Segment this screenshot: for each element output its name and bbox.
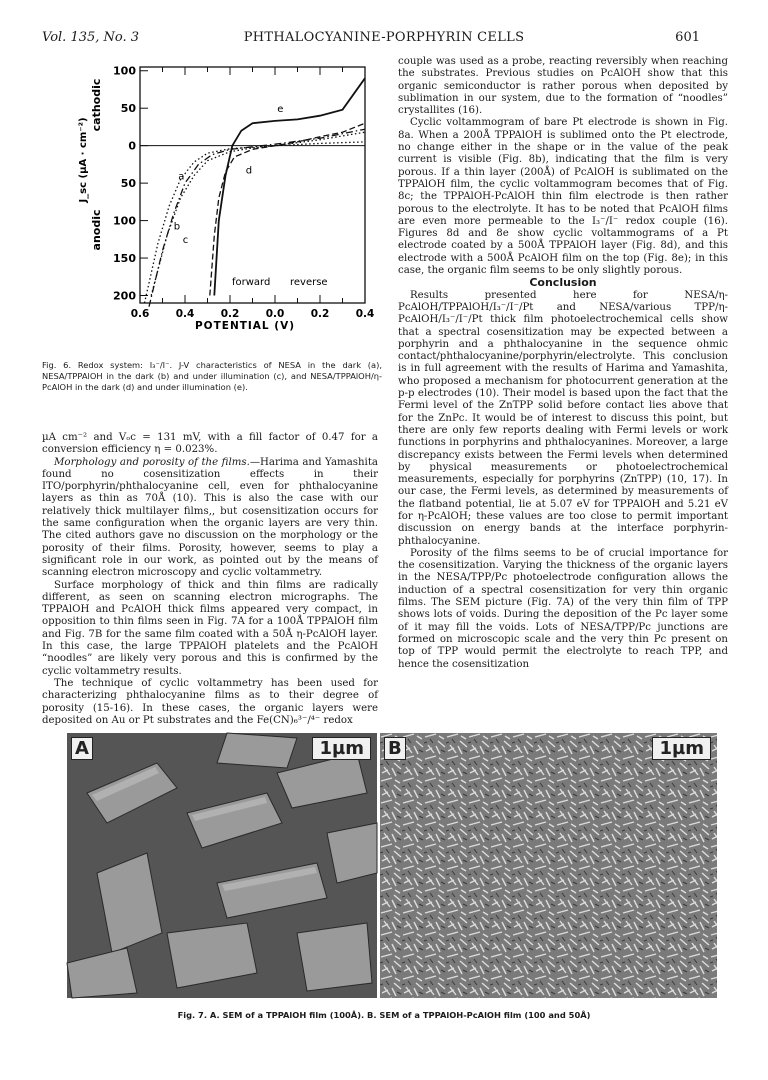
series-c-label: c xyxy=(182,235,189,247)
paragraph-surface-morphology: Surface morphology of thick and thin films are radically different, as seen on scanning electron micrographs. The TPPAlOH and PcAlOH thick films appeared very compact, in opposition to thin films seen in Fig. 7A for a 100Å TPPAlOH film and Fig. 7B for the same film coated with a 50Å η-PcAlOH layer. In this case, the large TPPAlOH platelets and the PcAlOH “noodles” are likely very porous and this is confirmed by the cyclic voltammetry results. xyxy=(42,579,378,677)
left-column xyxy=(42,432,378,727)
x-tick-label: 0.0 xyxy=(265,308,285,320)
x-tick-label: 0.2 xyxy=(310,308,330,320)
y-tick-label: 0 xyxy=(128,139,136,153)
paragraph-morphology: Morphology and porosity of the films.—Harima and Yamashita found no cosensitization effects in their ITO/porphyrin/phthalocyanine cell, even for phthalocyanine layers as thin as 70Å (10). This is also the case with our relatively thick multilayer films,, but cosensitization occurs for the same configuration when the organic layers are very thin. The cited authors gave no discussion on the morphology or the porosity of their films. Porosity, however, seems to play a significant role in our work, as pointed out by the means of scanning electron microscopy and cyclic voltammetry. xyxy=(42,456,378,579)
sem-label-a: A xyxy=(71,737,93,760)
y-tick-label: 100 xyxy=(113,64,136,78)
sem-label-b: B xyxy=(384,737,406,760)
figure-6-chart xyxy=(80,55,380,330)
paragraph-voltammogram: Cyclic voltammogram of bare Pt electrode is shown in Fig. 8a. When a 200Å TPPAlOH is sublimed onto the Pt electrode, no change either in the shape or in the value of the peak current is visible (Fig. 8b), indicating that the film is very porous. If a thin layer (200Å) of PcAlOH is sublimated on the TPPAlOH film, the cyclic voltammogram becomes that of Fig. 8c; the TPPAlOH-PcAlOH thin film electrode is then rather porous to the electrolyte. It has to be noted that PcAlOH films are even more permeable to the I₃⁻/I⁻ redox couple (16). Figures 8d and 8e show cyclic voltammograms of a Pt electrode coated by a 500Å TPPAlOH layer (Fig. 8d), and this electrode with a 500Å PcAlOH film on the top (Fig. 8e); in this case, the organic film seems to be only slightly porous. xyxy=(398,117,728,277)
page-number: 601 xyxy=(675,30,700,45)
paragraph-efficiency: µA cm⁻² and Vₒc = 131 mV, with a fill factor of 0.47 for a conversion efficiency η = 0.023%. xyxy=(42,432,378,456)
scale-bar-b: 1µm xyxy=(652,737,711,760)
y-tick-label: 200 xyxy=(113,289,136,303)
run-in-heading: Morphology and porosity of the films. xyxy=(54,456,250,468)
x-tick-label: 0.4 xyxy=(355,308,375,320)
sem-image-a xyxy=(67,733,377,998)
x-tick-label: 0.6 xyxy=(130,308,150,320)
figure-7-caption: Fig. 7. A. SEM of a TPPAlOH film (100Å). B. SEM of a TPPAlOH-PcAlOH film (100 and 50Å) xyxy=(177,1010,591,1020)
y-tick-label: 150 xyxy=(113,252,136,266)
sem-texture-a xyxy=(67,733,377,998)
y-axis-label: J_sc (µA · cm⁻²) xyxy=(78,117,89,203)
conclusion-heading: Conclusion xyxy=(529,276,597,290)
journal-volume: Vol. 135, No. 3 xyxy=(42,30,140,45)
y-group-anodic: anodic xyxy=(90,209,103,251)
running-title: PHTHALOCYANINE-PORPHYRIN CELLS xyxy=(243,30,525,45)
paragraph-porosity: Porosity of the films seems to be of crucial importance for the cosensitization. Varying the thickness of the organic layers in the NESA/TPP/Pc photoelectrode configuration allows the induction of a spectral cosensitization for very thin organic films. The SEM picture (Fig. 7A) of the very thin film of TPP shows lots of voids. During the deposition of the Pc layer some of it may fill the voids. Lots of NESA/TPP/Pc junctions are formed on microscopic scale and the very thin Pc present on top of TPP would permit the electrolyte to reach TPP, and hence the cosensitization xyxy=(398,547,728,670)
y-tick-label: 100 xyxy=(113,214,136,228)
paragraph-redox-probe: couple was used as a probe, reacting reversibly when reaching the substrates. Previous studies on PcAlOH show that this organic semiconductor is rather porous when deposited by sublimation in our system, due to the formation of “noodles” crystallites (16). xyxy=(398,56,728,117)
sem-image-b xyxy=(380,733,717,998)
forward-label: forward xyxy=(232,277,271,288)
plot-frame xyxy=(140,67,365,303)
right-column xyxy=(398,56,728,671)
x-axis-label: POTENTIAL (V) xyxy=(194,320,296,332)
series-b-label: b xyxy=(173,221,181,233)
series-a-line xyxy=(151,142,365,296)
series-a-label: a xyxy=(178,171,185,183)
y-tick-label: 50 xyxy=(120,177,136,191)
paragraph-results: Results presented here for NESA/η-PcAlOH/TPPAlOH/I₃⁻/I⁻/Pt and NESA/various TPP/η-PcAlOH/I₃⁻/I⁻/Pt thick film photoelectrochemical cells show that a spectral cosensitization may be expected between a porphyrin and a phthalocyanine in the sequence ohmic contact/phthalocyanine/porphyrin/electrolyte. This conclusion is in full agreement with the results of Harima and Yamashita, who proposed a mechanism for photocurrent generation at the p-p electrodes (10). Their model is based upon the fact that the Fermi level of the ZnTPP solid before contact lies above that for the ZnPc. It would be of interest to discuss this point, but there are only few reports dealing with Fermi levels or work functions in porphyrins and phthalocyanines. Moreover, a large discrepancy exists between the Fermi levels when determined by physical measurements or photoelectrochemical measurements, especially for porphyrins (ZnTPP) (10, 17). In our case, the Fermi levels, as determined by measurements of the flatband potential, lie at 5.07 eV for TPPAlOH and 5.21 eV for η-PcAlOH; these values are too close to permit important discussion on energy bands at the interface porphyrin-phthalocyanine. xyxy=(398,289,728,547)
figure-6-caption: Fig. 6. Redox system: I₃⁻/I⁻. J-V characteristics of NESA in the dark (a), NESA/TPPAlOH in the dark (b) and under illumination (c), and NESA/TPPAlOH/η-PcAlOH in the dark (d) and under illumination (e). xyxy=(42,360,382,392)
series-d-label: d xyxy=(245,165,253,177)
paragraph-cyclic-voltammetry: The technique of cyclic voltammetry has been used for characterizing phthalocyanine films as to their degree of porosity (15-16). In these cases, the organic layers were deposited on Au or Pt substrates and the Fe(CN)₆³⁻/⁴⁻ redox xyxy=(42,677,378,726)
series-e-line xyxy=(214,78,365,295)
scale-bar-a: 1µm xyxy=(312,737,371,760)
series-e-label: e xyxy=(277,103,284,115)
y-tick-label: 50 xyxy=(120,102,136,116)
y-group-cathodic: cathodic xyxy=(90,78,103,132)
reverse-label: reverse xyxy=(290,277,328,288)
sem-texture-b xyxy=(380,733,717,998)
x-tick-label: 0.4 xyxy=(175,308,195,320)
x-tick-label: 0.2 xyxy=(220,308,240,320)
